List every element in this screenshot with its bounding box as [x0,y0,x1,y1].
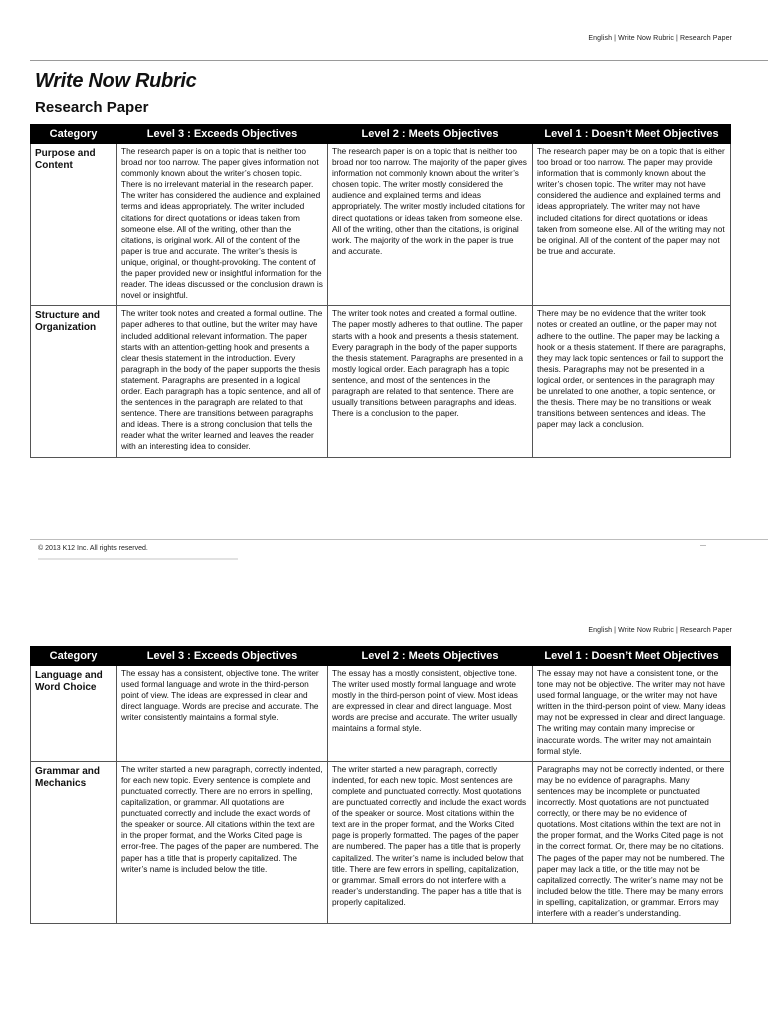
header-level-1: Level 1 : Doesn’t Meet Objectives [533,647,731,666]
rubric-table-page1 [30,124,731,458]
level-1-cell: Paragraphs may not be correctly indented, or there may be no evidence of paragraphs. Many sentences may be incomplete or punctuated incorrectly. Most quotations are not punctuated correctly, or there may be no evidence of quotations. Most citations within the text are not in the proper format, and the Works Cited page is not in the correct format. Or, there may be no citations. The pages of the paper may not be numbered. The paper may lack a title, or the title may not be capitalized correctly. The writer’s name may not be included below the title. There may be many errors in spelling, capitalization, or grammar. Errors may interfere with a reader’s understanding. [533,761,731,923]
table-header-row [31,125,731,144]
running-head: English | Write Now Rubric | Research Paper [588,627,732,634]
category-cell: Grammar and Mechanics [31,761,117,923]
level-2-cell: The writer took notes and created a formal outline. The paper mostly adheres to that outline. The paper starts with a hook and presents a thesis statement. Every paragraph in the body of the paper supports the thesis statement. Paragraphs are presented in a mostly logical order. Each paragraph has a topic sentence, and most of the sentences in the paragraph are related to that sentence. There are usually transitions between paragraphs and ideas. There is a conclusion to the paper. [328,306,533,457]
header-level-1: Level 1 : Doesn’t Meet Objectives [533,125,731,144]
level-1-cell: There may be no evidence that the writer took notes or created an outline, or the paper may not adhere to the outline. The paper may be lacking a hook or a thesis statement. If there are paragraphs, they may lack topic sentences or fail to support the thesis. Paragraphs may not be presented in a logical order, or sentences in the paragraph may be unrelated to one another, a topic sentence, or the thesis. There may be no transitions or weak transitions between sentences and ideas. The paper may lack a conclusion. [533,306,731,457]
level-2-cell: The research paper is on a topic that is neither too broad nor too narrow. The majority of the paper gives information not commonly known about the writer’s chosen topic. The writer mostly considered the audience and explained terms and ideas appropriately. The writer mostly included citations for direct quotations or ideas taken from someone else. All of the writing, other than the citations, is original work. The majority of the work in the paper is true and accurate. [328,144,533,306]
table-row [31,144,731,306]
page-subtitle: Research Paper [35,99,149,116]
category-cell: Purpose and Content [31,144,117,306]
page-title: Write Now Rubric [35,70,197,92]
level-3-cell: The writer started a new paragraph, correctly indented, for each new topic. Every sentence is complete and punctuated correctly. There are no errors in spelling, capitalization, or grammar. All quotations are punctuated correctly and include the exact words of the speaker or source. All citations within the text are in the proper format, and the Works Cited page is error-free. The pages of the paper are numbered. The paper has a title that is properly capitalized. The writer’s name is included below the title. [117,761,328,923]
header-level-2: Level 2 : Meets Objectives [328,647,533,666]
level-2-cell: The writer started a new paragraph, correctly indented, for each new topic. Most sentences are complete and punctuated correctly. Most quotations are punctuated correctly and include the exact words of the speaker or source. Most citations within the text are in the proper format, and the Works Cited page is properly formatted. The pages of the paper are numbered. The paper has a title that is properly capitalized. The writer’s name is included below that title. There are few errors in spelling, capitalization, or grammar. Small errors do not interfere with a reader’s understanding. The paper has a title that is properly capitalized. [328,761,533,923]
header-level-3: Level 3 : Exceeds Objectives [117,647,328,666]
table-row [31,761,731,923]
level-1-cell: The research paper may be on a topic that is either too broad or too narrow. The paper may provide information that is commonly known about the writer’s chosen topic. The writer may not have considered the audience and explained terms and ideas appropriately. The writer may not have included citations for direct quotations or ideas taken from someone else. All of the writing may not be original. All of the content of the paper may not be true and accurate. [533,144,731,306]
running-head: English | Write Now Rubric | Research Paper [588,35,732,42]
clipped-page-number [700,545,706,546]
header-category: Category [31,125,117,144]
level-2-cell: The essay has a mostly consistent, objective tone. The writer used mostly formal language and wrote mostly in the third-person point of view. Most ideas are expressed in clear and direct language. Most words are precise and accurate. The writer usually maintains a formal style. [328,666,533,762]
level-3-cell: The writer took notes and created a formal outline. The paper adheres to that outline, but the writer may have included additional relevant information. The paper starts with an attention-getting hook and presents a clear thesis statement in the introduction. Every paragraph in the body of the paper supports the thesis statement. Paragraphs are presented in a logical order. Each paragraph has a topic sentence, and all of the sentences in the paragraph are related to that sentence. There are transitions between paragraphs and ideas. There is a strong conclusion that tells the reader what the writer learned and leaves the reader with an interesting idea to consider. [117,306,328,457]
clipped-footer-text [38,558,238,560]
level-1-cell: The essay may not have a consistent tone, or the tone may not be objective. The writer may not have used formal language, or the writer may not have written in the third-person point of view. Many ideas may not be expressed in clear and direct language. The writing may contain many imprecise or inaccurate words. The writer may not amaintain formal style. [533,666,731,762]
level-3-cell: The research paper is on a topic that is neither too broad nor too narrow. The paper gives information not commonly known about the writer’s chosen topic. There is no irrelevant material in the research paper. The writer has considered the audience and explained terms and ideas appropriately. The writer included citations for direct quotations or ideas taken from someone else. All of the writing, other than the citations, is original work. All of the content of the paper is true and accurate. The writer’s thesis is unique, original, or thought-provoking. The content of the paper provided new or insightful information for the reader. The ideas discussed or the conclusion drawn is novel or insightful. [117,144,328,306]
category-cell: Structure and Organization [31,306,117,457]
header-rule [30,60,768,61]
copyright-notice: © 2013 K12 Inc. All rights reserved. [38,545,148,552]
table-row [31,666,731,762]
rubric-table-page2 [30,646,731,924]
header-level-2: Level 2 : Meets Objectives [328,125,533,144]
level-3-cell: The essay has a consistent, objective tone. The writer used formal language and wrote in the third-person point of view. The ideas are expressed in clear and direct language. Words are precise and accurate. The writer consistently maintains a formal style. [117,666,328,762]
page-footer-rule [30,539,768,540]
category-cell: Language and Word Choice [31,666,117,762]
header-category: Category [31,647,117,666]
header-level-3: Level 3 : Exceeds Objectives [117,125,328,144]
table-row [31,306,731,457]
table-header-row [31,647,731,666]
